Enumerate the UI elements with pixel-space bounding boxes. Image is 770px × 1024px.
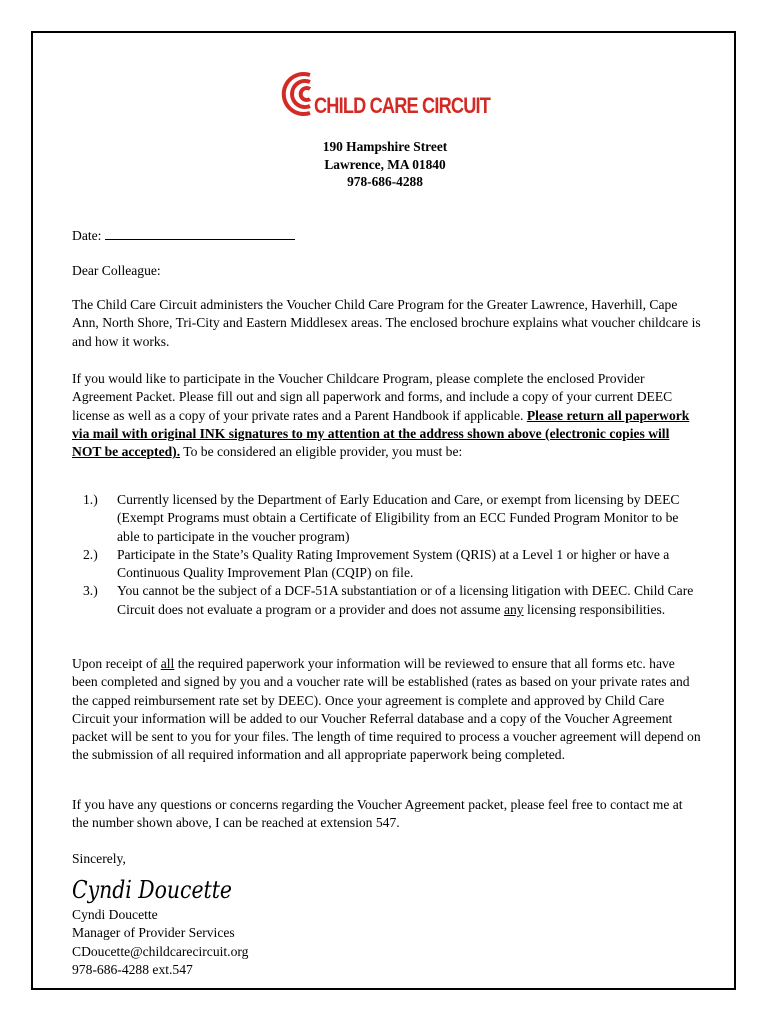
instructions-text: If you would like to participate in the Voucher Childcare Program, please complete the enclosed Provider Agreement Packet. Please fill out and sign all paperwork and forms, and include a copy of your current DEEC license as well as a copy of your private rates and a Parent Handbook if applicable.	[72, 371, 673, 423]
child-care-circuit-logo	[270, 69, 510, 119]
processing-text-before: Upon receipt of	[72, 656, 161, 671]
signer-phone: 978-686-4288 ext.547	[72, 961, 193, 977]
list-item-text: Currently licensed by the Department of Early Education and Care, or exempt from licensing by DEEC (Exempt Programs must obtain a Certificate of Eligibility from an ECC Funded Program Monitor to be able to participate in the voucher program)	[117, 492, 680, 544]
list-item-text-after: licensing responsibilities.	[523, 601, 666, 617]
signature-script: Cyndi Doucette	[72, 876, 232, 904]
closing: Sincerely,	[72, 851, 126, 866]
instructions-emphasis: Please return all paperwork via mail with original INK signatures to my attention at the address shown above (electronic copies will NOT be accepted).	[72, 407, 690, 460]
date-label: Date:	[72, 228, 102, 243]
processing-underlined: all	[160, 656, 175, 671]
signer-title: Manager of Provider Services	[72, 925, 235, 941]
list-item-text: You cannot be the subject of a DCF-51A substantiation or of a licensing litigation with DEEC. Child Care Circuit does not evaluate a program or a provider and does not assume	[117, 583, 694, 617]
list-item-number: 3.)	[83, 583, 98, 599]
date-blank-field[interactable]	[105, 227, 295, 240]
list-item	[72, 546, 702, 583]
paragraph-processing	[72, 655, 702, 765]
list-item-text: Participate in the State’s Quality Rating Improvement System (QRIS) at a Level 1 or higher or have a Continuous Quality Improvement Plan (CQIP) on file.	[117, 546, 670, 581]
list-item-underlined: any	[503, 601, 524, 617]
handwritten-signature	[70, 868, 250, 908]
instructions-tail: To be considered an eligible provider, you must be:	[180, 444, 463, 460]
paragraph-contact	[72, 796, 702, 833]
date-line	[72, 227, 702, 245]
address-city: Lawrence, MA 01840	[324, 156, 446, 172]
signature-graphic	[70, 868, 250, 908]
logo-wordmark: CHILD CARE CIRCUIT	[314, 93, 492, 118]
letterhead-address	[200, 138, 570, 191]
salutation: Dear Colleague:	[72, 263, 161, 278]
paragraph-intro	[72, 296, 702, 351]
signer-email[interactable]: CDoucette@childcarecircuit.org	[72, 943, 249, 959]
processing-text-after: the required paperwork your information will be reviewed to ensure that all forms etc. have been completed and signed by you and a voucher rate will be established (rates as based on your private rates and the capped reimbursement rate set by DEEC). Once your agreement is complete and approved by Child Care Circuit your information will be added to our Voucher Referral database and a copy of the Voucher Agreement packet will be sent to you for your files. The length of time required to process a voucher agreement will depend on the submission of all required information and all appropriate paperwork being completed.	[72, 656, 701, 763]
requirements-list	[72, 491, 702, 619]
list-item	[72, 491, 702, 546]
contact-text: If you have any questions or concerns regarding the Voucher Agreement packet, please feel free to contact me at the number shown above, I can be reached at extension 547.	[72, 797, 683, 831]
paragraph-instructions	[72, 370, 702, 461]
address-phone: 978-686-4288	[347, 174, 423, 189]
paragraph-intro-text: The Child Care Circuit administers the Voucher Child Care Program for the Greater Lawrence, Haverhill, Cape Ann, North Shore, Tri-City and Eastern Middlesex areas. The enclosed brochure explains what voucher childcare is and how it works.	[72, 297, 701, 349]
list-item	[72, 582, 702, 619]
signature-block	[72, 906, 472, 979]
list-item-number: 1.)	[83, 492, 98, 507]
address-street: 190 Hampshire Street	[322, 139, 448, 154]
signer-name: Cyndi Doucette	[72, 907, 158, 922]
list-item-number: 2.)	[83, 546, 98, 562]
logo-mark	[270, 69, 510, 119]
